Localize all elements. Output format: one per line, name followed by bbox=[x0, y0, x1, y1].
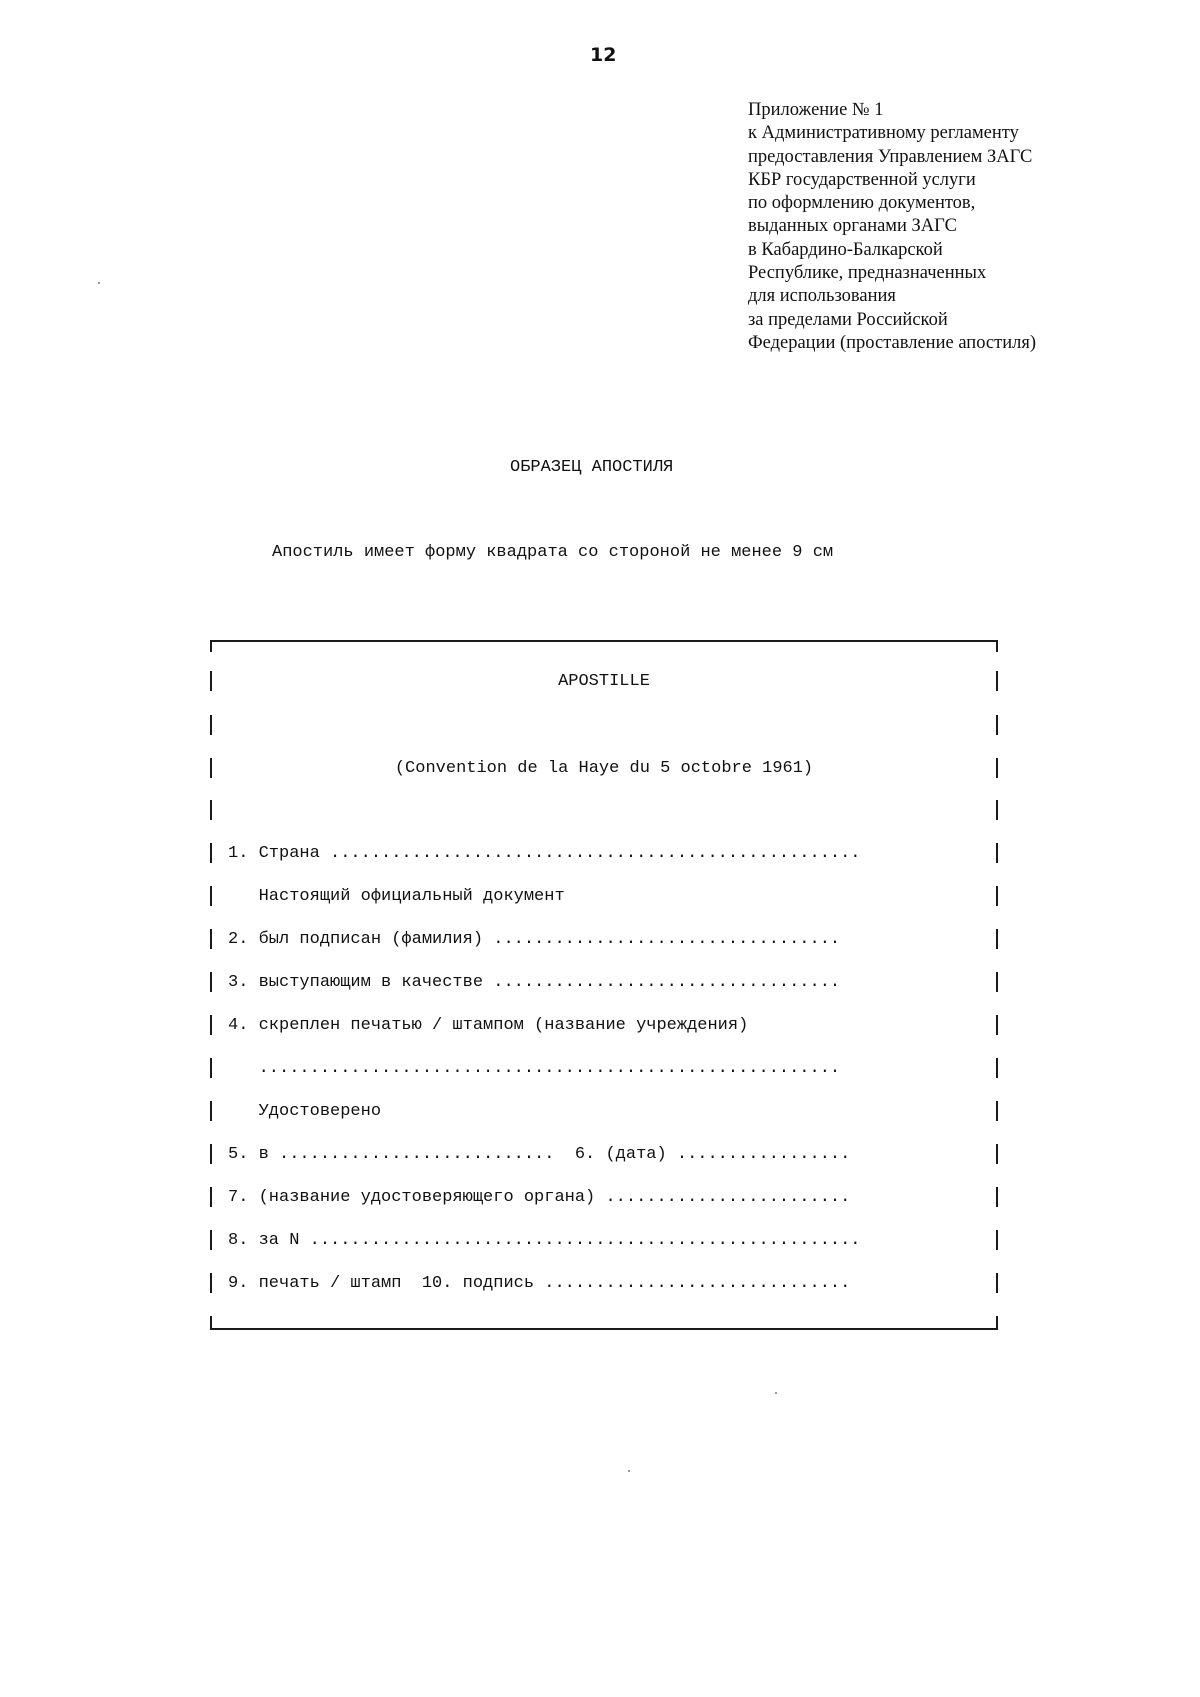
frame-side-mark bbox=[996, 972, 998, 992]
field-capacity-row bbox=[210, 972, 998, 994]
frame-side-mark bbox=[210, 800, 212, 820]
appendix-line: выданных органами ЗАГС bbox=[748, 216, 957, 237]
frame-side-mark bbox=[996, 886, 998, 906]
frame-side-mark bbox=[996, 843, 998, 863]
appendix-line: Федерации (проставление апостиля) bbox=[748, 332, 1036, 353]
frame-side-mark bbox=[996, 800, 998, 820]
appendix-line: для использования bbox=[748, 286, 896, 307]
frame-side-mark bbox=[996, 758, 998, 778]
field-stamp-signature: 9. печать / штамп 10. подпись .............................. bbox=[228, 1274, 851, 1293]
sample-title: ОБРАЗЕЦ АПОСТИЛЯ bbox=[510, 458, 674, 477]
field-number-row bbox=[210, 1230, 998, 1252]
appendix-line: в Кабардино-Балкарской bbox=[748, 239, 943, 260]
field-signed: 2. был подписан (фамилия) .................................. bbox=[228, 930, 841, 949]
field-seal-row bbox=[210, 1015, 998, 1037]
field-place-date: 5. в ........................... 6. (дата) ................. bbox=[228, 1145, 851, 1164]
scan-speck bbox=[98, 282, 100, 284]
frame-side-mark bbox=[210, 1101, 212, 1121]
apostille-frame bbox=[210, 640, 998, 1330]
field-stamp-signature-row bbox=[210, 1273, 998, 1295]
intro-row bbox=[210, 886, 998, 908]
appendix-line: Республике, предназначенных bbox=[748, 263, 987, 284]
frame-side-mark bbox=[210, 929, 212, 949]
apostille-title-row bbox=[210, 671, 998, 693]
appendix-line: предоставления Управлением ЗАГС bbox=[748, 146, 1033, 167]
appendix-line: к Административному регламенту bbox=[748, 123, 1019, 144]
appendix-line: КБР государственной услуги bbox=[748, 169, 976, 190]
certified-text: Удостоверено bbox=[228, 1102, 382, 1121]
frame-top-border bbox=[210, 640, 998, 642]
frame-side-mark bbox=[210, 715, 212, 735]
frame-side-mark bbox=[210, 843, 212, 863]
convention-row bbox=[210, 758, 998, 780]
field-country: 1. Страна .................................................... bbox=[228, 844, 861, 863]
frame-corner bbox=[996, 1316, 998, 1330]
frame-side-mark bbox=[210, 1015, 212, 1035]
field-authority: 7. (название удостоверяющего органа) ........................ bbox=[228, 1188, 851, 1207]
frame-side-mark bbox=[210, 1273, 212, 1293]
field-country-row bbox=[210, 843, 998, 865]
field-seal: 4. скреплен печатью / штампом (название учреждения) bbox=[228, 1016, 749, 1035]
frame-side-mark bbox=[210, 972, 212, 992]
frame-side-mark bbox=[210, 1187, 212, 1207]
frame-side-mark bbox=[996, 1101, 998, 1121]
frame-side-mark bbox=[996, 715, 998, 735]
convention-text: (Convention de la Haye du 5 octobre 1961) bbox=[394, 759, 814, 778]
sample-note: Апостиль имеет форму квадрата со стороной не менее 9 см bbox=[272, 543, 834, 562]
frame-side-mark bbox=[996, 1144, 998, 1164]
frame-side-mark bbox=[210, 1058, 212, 1078]
field-signed-row bbox=[210, 929, 998, 951]
empty-row bbox=[210, 800, 998, 822]
frame-side-mark bbox=[996, 671, 998, 691]
frame-side-mark bbox=[996, 1187, 998, 1207]
frame-side-mark bbox=[210, 1230, 212, 1250]
apostille-title: APOSTILLE bbox=[558, 672, 650, 691]
frame-corner bbox=[210, 1316, 212, 1330]
scan-speck bbox=[775, 1392, 777, 1394]
intro-text: Настоящий официальный документ bbox=[228, 887, 565, 906]
page-number: 12 bbox=[590, 44, 617, 66]
field-capacity: 3. выступающим в качестве .................................. bbox=[228, 973, 841, 992]
field-place-date-row bbox=[210, 1144, 998, 1166]
frame-side-mark bbox=[996, 1015, 998, 1035]
empty-row bbox=[210, 715, 998, 737]
frame-corner bbox=[210, 640, 212, 652]
appendix-line: Приложение № 1 bbox=[748, 100, 884, 120]
field-number: 8. за N ...................................................... bbox=[228, 1231, 861, 1250]
appendix-header bbox=[748, 99, 1168, 355]
frame-side-mark bbox=[996, 1230, 998, 1250]
certified-row bbox=[210, 1101, 998, 1123]
frame-side-mark bbox=[996, 1273, 998, 1293]
frame-side-mark bbox=[996, 1058, 998, 1078]
appendix-line: по оформлению документов, bbox=[748, 193, 976, 214]
scan-speck bbox=[628, 1470, 630, 1472]
field-authority-row bbox=[210, 1187, 998, 1209]
frame-side-mark bbox=[996, 929, 998, 949]
frame-side-mark bbox=[210, 1144, 212, 1164]
field-seal-cont: ......................................................... bbox=[228, 1059, 841, 1078]
frame-side-mark bbox=[210, 886, 212, 906]
field-seal-cont-row bbox=[210, 1058, 998, 1080]
frame-corner bbox=[996, 640, 998, 652]
frame-bottom-border bbox=[210, 1328, 998, 1330]
appendix-line: за пределами Российской bbox=[748, 309, 948, 330]
